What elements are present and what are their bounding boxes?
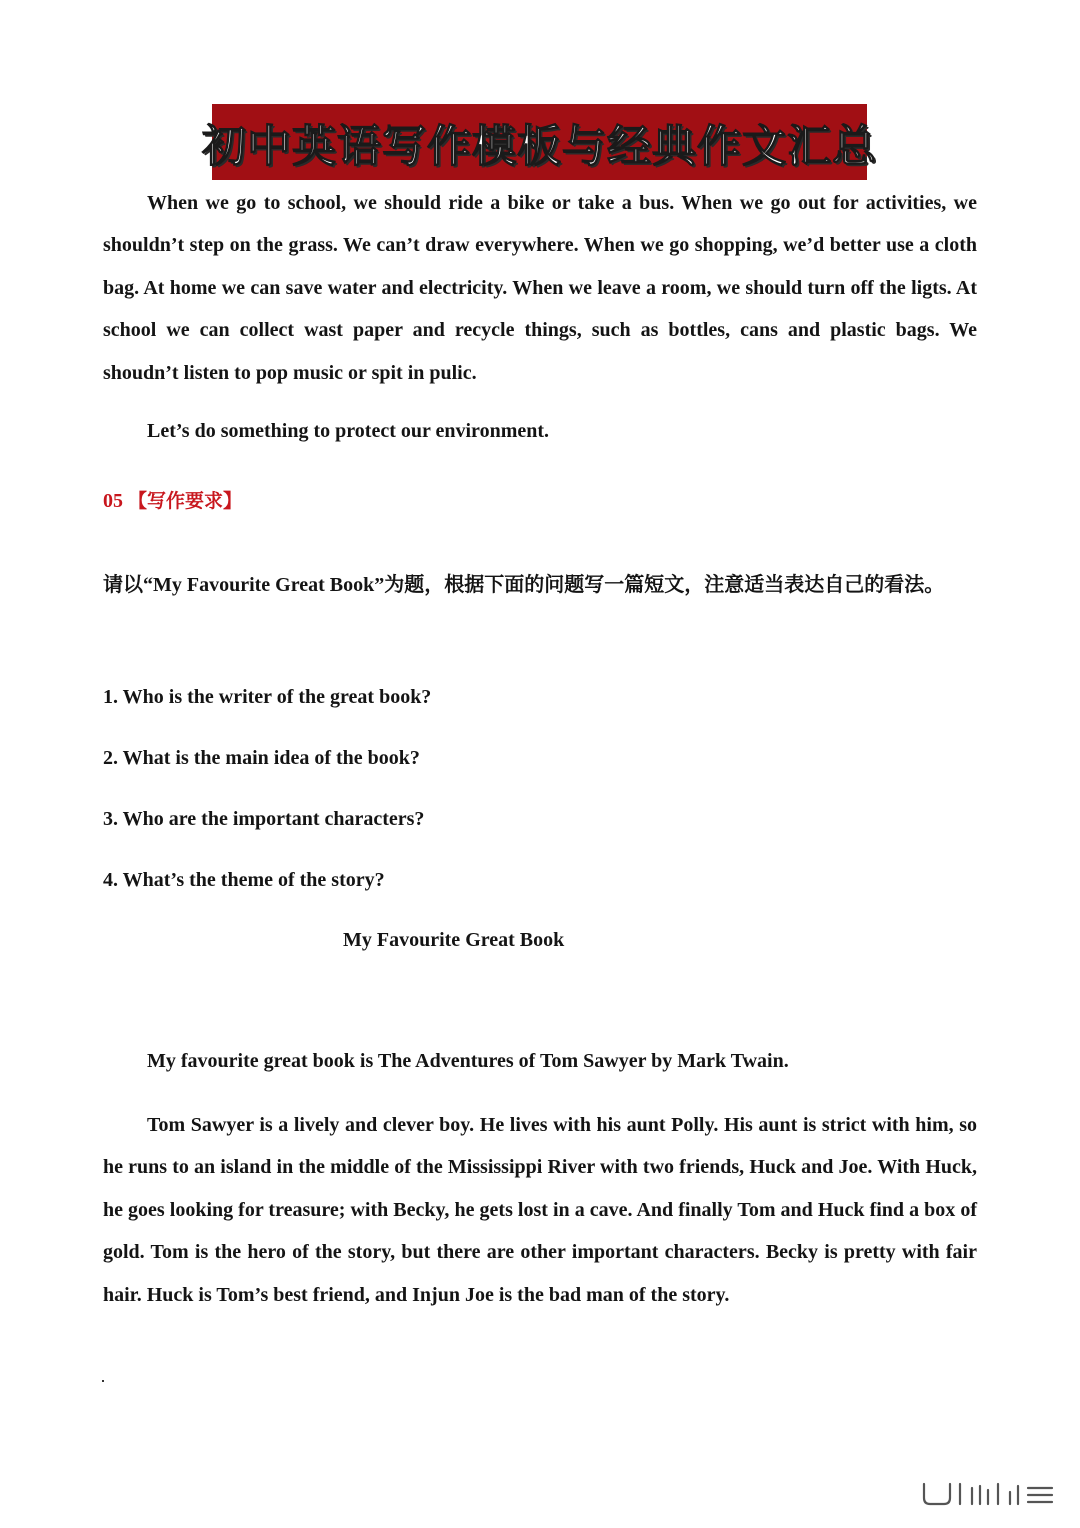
question-1: 1. Who is the writer of the great book? bbox=[103, 686, 432, 708]
question-3: 3. Who are the important characters? bbox=[103, 808, 425, 830]
title-banner bbox=[202, 104, 877, 180]
essay-paragraph-2: Tom Sawyer is a lively and clever boy. He lives with his aunt Polly. His aunt is strict with him, so he runs to an island in the middle of the Mississippi River with two friends, Huck and Joe. With Huck, he goes looking for treasure; with Becky, he gets lost in a cave. And finally Tom and Huck find a box of gold. Tom is the hero of the story, but there are other important characters. Becky is pretty with fair hair. Huck is Tom’s best friend, and Injun Joe is the bad man of the story. bbox=[103, 1114, 977, 1306]
passage-paragraph-1: When we go to school, we should ride a bike or take a bus. When we go out for activities, we shouldn’t step on the grass. We can’t draw everywhere. When we go shopping, we’d better use a cloth bag. At home we can save water and electricity. When we leave a room, we should turn off the ligts. At school we can collect wast paper and recycle things, such as bottles, cans and plastic bags. We shoudn’t listen to pop music or spit in pulic. bbox=[103, 192, 977, 384]
question-2: 2. What is the main idea of the book? bbox=[103, 747, 420, 769]
essay-title: My Favourite Great Book bbox=[343, 929, 565, 951]
passage-paragraph-2: Let’s do something to protect our environment. bbox=[147, 420, 550, 442]
page-title: 初中英语写作模板与经典作文汇总 bbox=[202, 121, 877, 172]
section-number: 05 bbox=[103, 490, 123, 512]
app-logo-icon bbox=[918, 1478, 1058, 1508]
writing-prompt: 请以“My Favourite Great Book”为题，根据下面的问题写一篇短文，注意适当表达自己的看法。 bbox=[103, 574, 945, 596]
stray-dot bbox=[102, 1380, 104, 1382]
section-label: 【写作要求】 bbox=[128, 490, 243, 512]
essay-paragraph-1: My favourite great book is The Adventures of Tom Sawyer by Mark Twain. bbox=[147, 1050, 789, 1072]
question-4: 4. What’s the theme of the story? bbox=[103, 869, 385, 891]
section-heading bbox=[103, 486, 242, 513]
